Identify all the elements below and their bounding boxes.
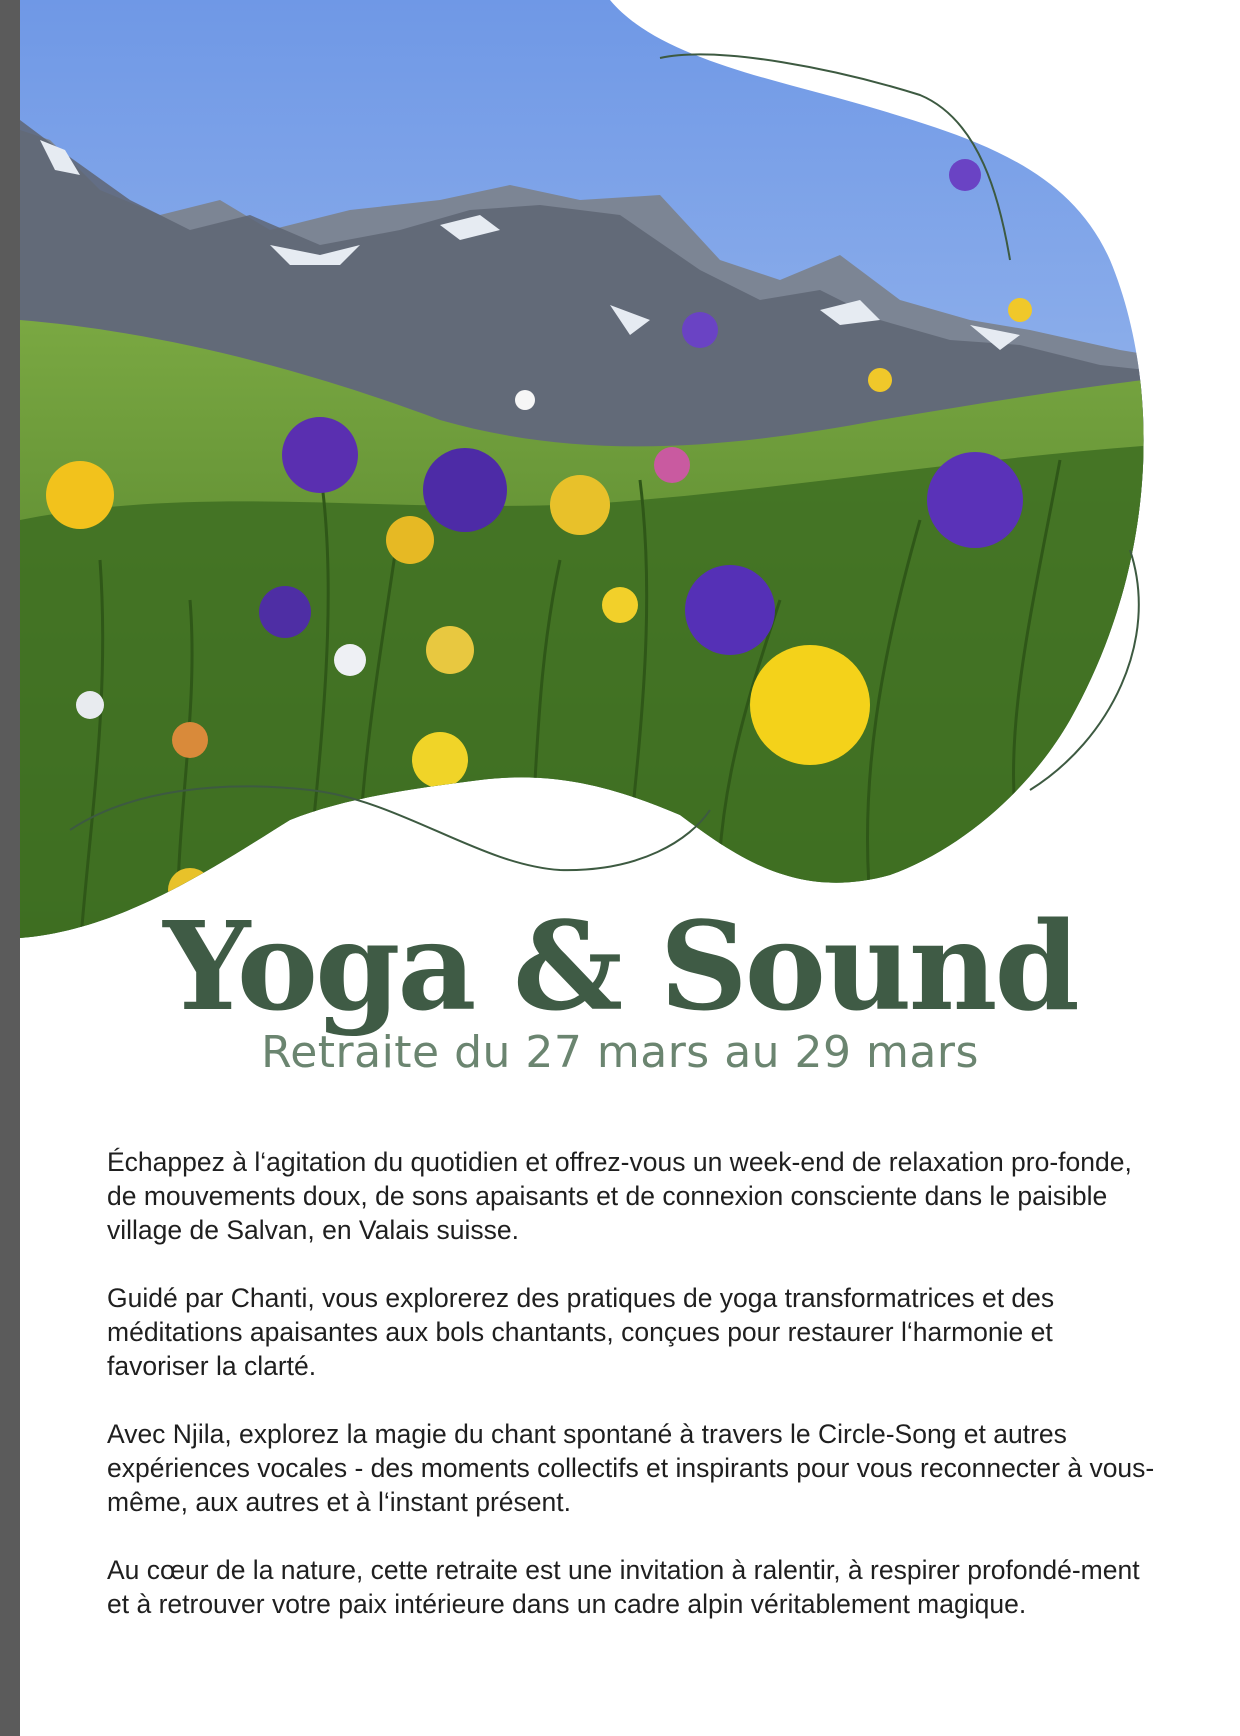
flower-purple	[259, 586, 311, 638]
flower-yellow	[1008, 298, 1032, 322]
grass-foreground	[20, 440, 1240, 960]
flower-purple	[423, 448, 507, 532]
flower-white	[515, 390, 535, 410]
page-title	[0, 894, 1240, 1038]
flower-orange	[172, 722, 208, 758]
hero-photo-clip	[20, 0, 1240, 960]
paragraph-chanti: Guidé par Chanti, vous explorerez des pratiques de yoga transformatrices et des méditations apaisantes aux bols chantants, conçues pour restaurer l‘harmonie et favoriser la clarté.	[107, 1283, 1055, 1381]
flower-white	[334, 644, 366, 676]
flower-purple	[282, 417, 358, 493]
flower-white	[76, 691, 104, 719]
flower-yellow	[602, 587, 638, 623]
flower-pink	[654, 447, 690, 483]
flower-yellow	[750, 645, 870, 765]
title-ampersand: &	[512, 894, 621, 1038]
description-body	[107, 1145, 1157, 1655]
flower-yellow	[46, 461, 114, 529]
flower-purple	[685, 565, 775, 655]
flower-yellow	[868, 368, 892, 392]
flower-yellow	[386, 516, 434, 564]
retreat-dates-subtitle: Retraite du 27 mars au 29 mars	[261, 1027, 979, 1078]
paragraph-njila: Avec Njila, explorez la magie du chant spontané à travers le Circle-Song et autres expériences vocales - des moments collectifs et inspirants pour vous reconnecter à vous-même, aux autres et à l‘instant présent.	[107, 1419, 1155, 1517]
paragraph-nature: Au cœur de la nature, cette retraite est une invitation à ralentir, à respirer profondé-ment et à retrouver votre paix intérieure dans un cadre alpin véritablement magique.	[107, 1555, 1140, 1619]
flower-purple	[949, 159, 981, 191]
flower-purple	[682, 312, 718, 348]
title-word-sound: Sound	[659, 894, 1077, 1038]
hero-image	[20, 0, 1240, 960]
title-word-yoga: Yoga	[163, 894, 474, 1038]
flower-purple	[927, 452, 1023, 548]
flower-yellow	[550, 475, 610, 535]
flower-yellow	[412, 732, 468, 788]
paragraph-intro: Échappez à l‘agitation du quotidien et offrez-vous un week-end de relaxation pro-fonde, de mouvements doux, de sons apaisants et de connexion consciente dans le paisible village de Salvan, en Valais suisse.	[107, 1147, 1132, 1245]
flower-yellow	[426, 626, 474, 674]
page-left-edge	[0, 0, 20, 1736]
